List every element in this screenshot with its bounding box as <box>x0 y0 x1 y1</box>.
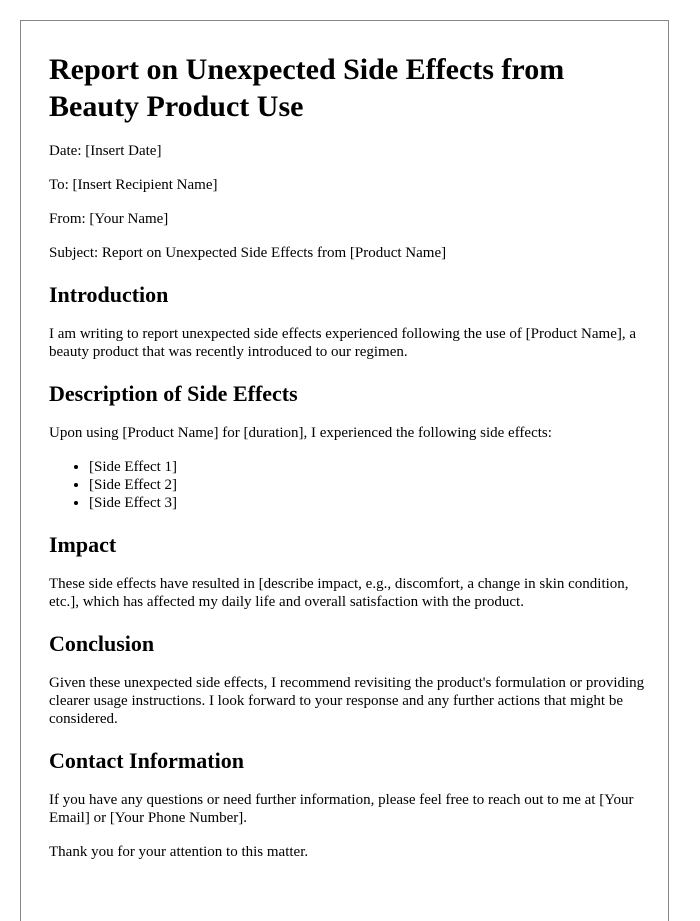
introduction-section <box>49 282 648 361</box>
side-effects-list <box>49 458 648 512</box>
conclusion-section <box>49 631 648 728</box>
document-page <box>20 20 669 921</box>
contact-section <box>49 748 648 861</box>
contact-heading: Contact Information <box>49 748 244 773</box>
subject-line: Subject: Report on Unexpected Side Effects from [Product Name] <box>49 245 447 261</box>
impact-heading: Impact <box>49 532 117 557</box>
description-heading: Description of Side Effects <box>49 381 298 406</box>
document-title: Report on Unexpected Side Effects from Beauty Product Use <box>49 53 565 123</box>
contact-text: If you have any questions or need further information, please feel free to reach out to me at [Your Email] or [Your Phone Number]. <box>49 792 634 826</box>
conclusion-heading: Conclusion <box>49 631 155 656</box>
introduction-text: I am writing to report unexpected side effects experienced following the use of [Product Name], a beauty product that was recently introduced to our regimen. <box>49 326 637 360</box>
impact-text: These side effects have resulted in [describe impact, e.g., discomfort, a change in skin condition, etc.], which has affected my daily life and overall satisfaction with the product. <box>49 576 629 610</box>
description-section <box>49 381 648 512</box>
recipient-line: To: [Insert Recipient Name] <box>49 177 218 193</box>
list-item: • [Side Effect 3] <box>89 494 648 512</box>
list-item: • [Side Effect 2] <box>89 476 648 494</box>
sender-line: From: [Your Name] <box>49 211 169 227</box>
date-line: Date: [Insert Date] <box>49 143 162 159</box>
description-text: Upon using [Product Name] for [duration], I experienced the following side effects: <box>49 425 552 441</box>
conclusion-text: Given these unexpected side effects, I recommend revisiting the product's formulation or providing clearer usage instructions. I look forward to your response and any further actions that might be considered. <box>49 675 645 727</box>
closing-text: Thank you for your attention to this matter. <box>49 844 309 860</box>
list-item: • [Side Effect 1] <box>89 458 648 476</box>
impact-section <box>49 532 648 611</box>
introduction-heading: Introduction <box>49 282 169 307</box>
